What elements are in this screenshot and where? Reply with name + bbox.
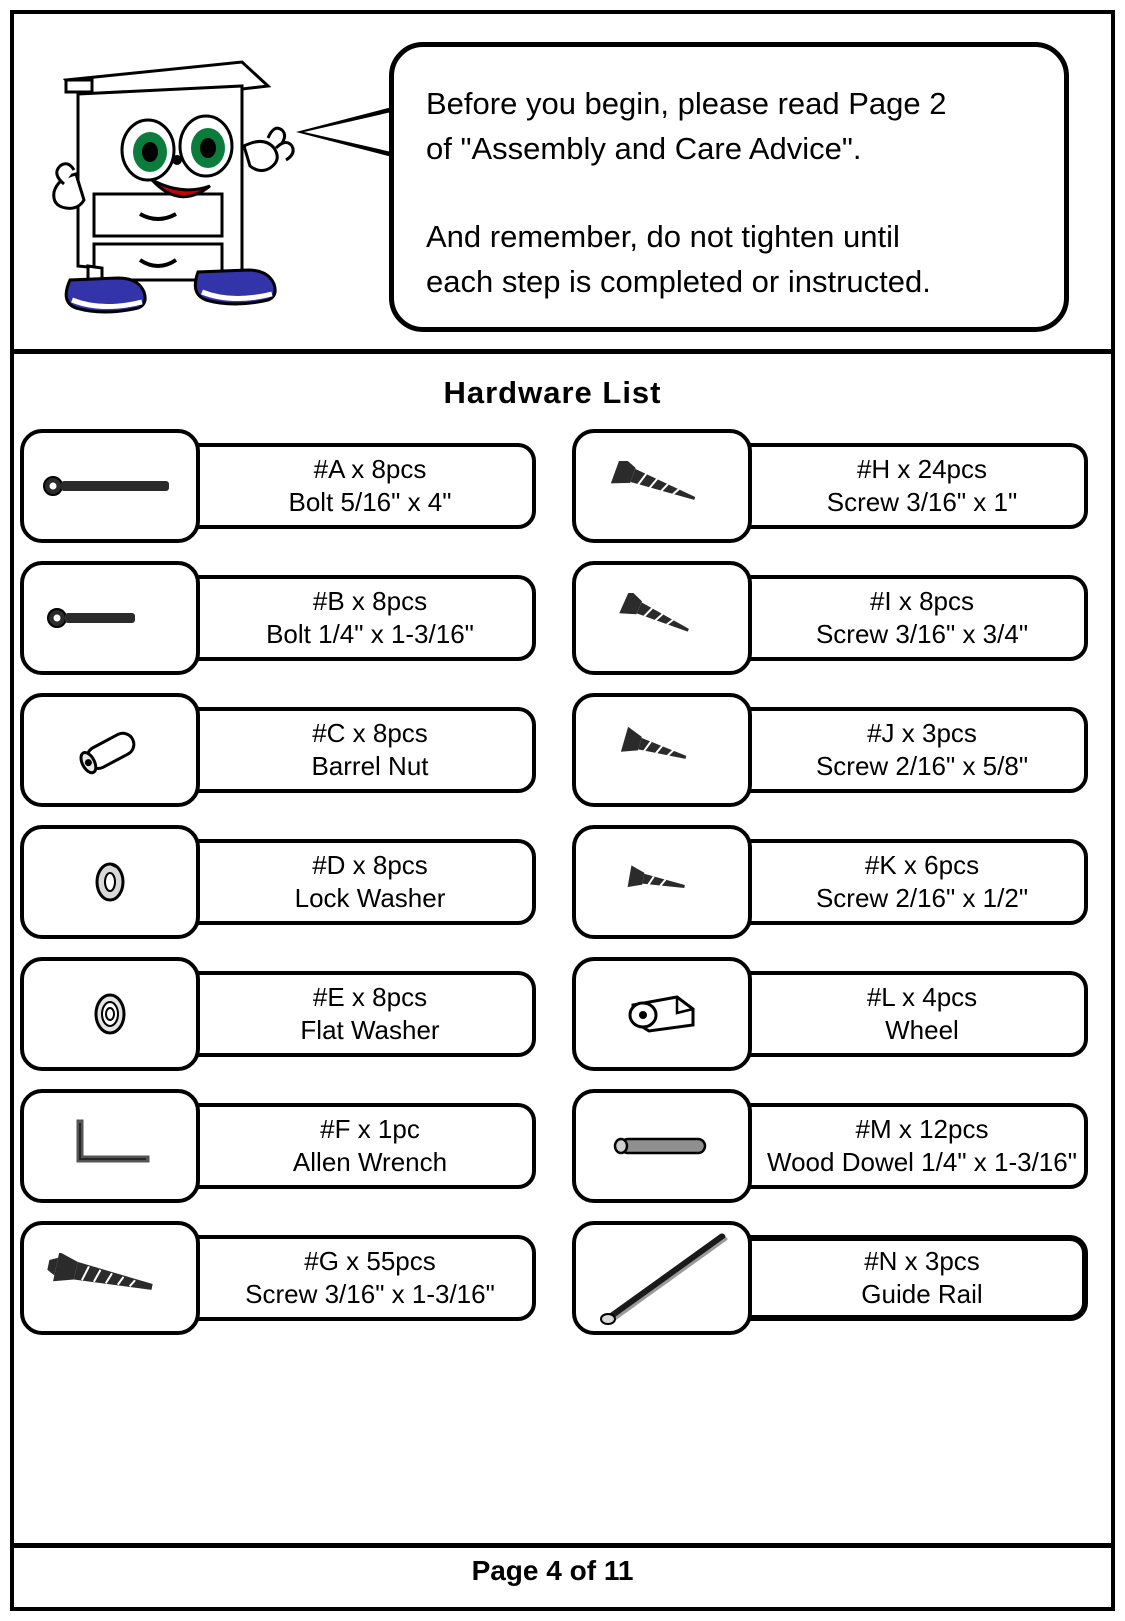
hardware-qty: #F x 1pc [320,1114,420,1144]
hardware-item [572,557,1088,675]
hardware-desc: Bolt 5/16" x 4" [288,487,452,517]
page-number: Page 4 of 11 [471,1555,634,1586]
hardware-qty: #D x 8pcs [312,850,428,880]
hardware-text [732,707,1088,793]
hardware-column-left [20,425,536,1349]
hardware-item [572,689,1088,807]
speech-bubble-tail-inner [304,111,396,153]
hardware-item [20,1085,536,1203]
allen-wrench-icon [20,1089,200,1203]
mascot-nightstand-character [36,34,296,314]
hardware-text [732,839,1088,925]
hardware-desc: Screw 3/16" x 1" [826,487,1018,517]
hardware-qty: #I x 8pcs [869,586,975,616]
barrel-nut-icon [20,693,200,807]
hardware-desc: Barrel Nut [311,751,429,781]
hardware-item [572,1085,1088,1203]
bolt-long-icon [20,429,200,543]
hardware-qty: #E x 8pcs [312,982,428,1012]
note-panel [14,14,1111,354]
bolt-short-icon [20,561,200,675]
hardware-qty: #C x 8pcs [312,718,428,748]
hardware-item [572,425,1088,543]
hardware-item [20,1217,536,1335]
hardware-item [20,821,536,939]
screw-icon [572,825,752,939]
hardware-desc: Screw 3/16" x 3/4" [815,619,1029,649]
hardware-qty: #A x 8pcs [313,454,427,484]
hardware-text [180,1235,536,1321]
hardware-item [572,821,1088,939]
hardware-text [732,443,1088,529]
hardware-desc: Screw 3/16" x 1-3/16" [245,1279,495,1309]
hardware-item [20,689,536,807]
hardware-item [572,1217,1088,1335]
screw-icon [572,693,752,807]
footer-divider [14,1543,1111,1548]
screw-icon [572,561,752,675]
hardware-text [180,707,536,793]
hardware-qty: #B x 8pcs [312,586,428,616]
hardware-text [180,1103,536,1189]
hardware-desc: Flat Washer [300,1015,440,1045]
hardware-qty: #K x 6pcs [864,850,980,880]
hardware-qty: #G x 55pcs [304,1246,436,1276]
flat-washer-icon [20,957,200,1071]
hardware-item [572,953,1088,1071]
hardware-column-right [572,425,1088,1349]
hardware-desc: Wheel [885,1015,959,1045]
hardware-text [732,971,1088,1057]
hardware-desc: Lock Washer [294,883,446,913]
hardware-qty: #H x 24pcs [856,454,988,484]
hardware-item [20,557,536,675]
hardware-desc: Screw 2/16" x 1/2" [815,883,1029,913]
hardware-desc: Allen Wrench [292,1147,448,1177]
lock-washer-icon [20,825,200,939]
hardware-desc: Screw 2/16" x 5/8" [815,751,1029,781]
hardware-text [732,1103,1088,1189]
hardware-list-title: Hardware List [443,375,662,410]
hardware-text [732,1235,1088,1321]
hardware-item [20,425,536,543]
note-line-4: each step is completed or instructed. [426,264,931,299]
hardware-text [180,971,536,1057]
hardware-text [732,575,1088,661]
hardware-qty: #M x 12pcs [855,1114,989,1144]
guide-rail-icon [572,1221,752,1335]
hardware-desc: Bolt 1/4" x 1-3/16" [266,619,474,649]
hardware-text [180,575,536,661]
hardware-item [20,953,536,1071]
hardware-text [180,839,536,925]
hardware-qty: #L x 4pcs [866,982,978,1012]
screw-icon [20,1221,200,1335]
hardware-qty: #N x 3pcs [864,1246,980,1276]
hardware-text [180,443,536,529]
speech-bubble [389,42,1069,332]
hardware-desc: Guide Rail [861,1279,983,1309]
hardware-desc: Wood Dowel 1/4" x 1-3/16" [767,1147,1077,1177]
note-line-1: Before you begin, please read Page 2 [426,86,947,121]
wood-dowel-icon [572,1089,752,1203]
screw-icon [572,429,752,543]
note-line-3: And remember, do not tighten until [426,219,900,254]
wheel-icon [572,957,752,1071]
hardware-qty: #J x 3pcs [867,718,977,748]
note-line-2: of "Assembly and Care Advice". [426,131,862,166]
